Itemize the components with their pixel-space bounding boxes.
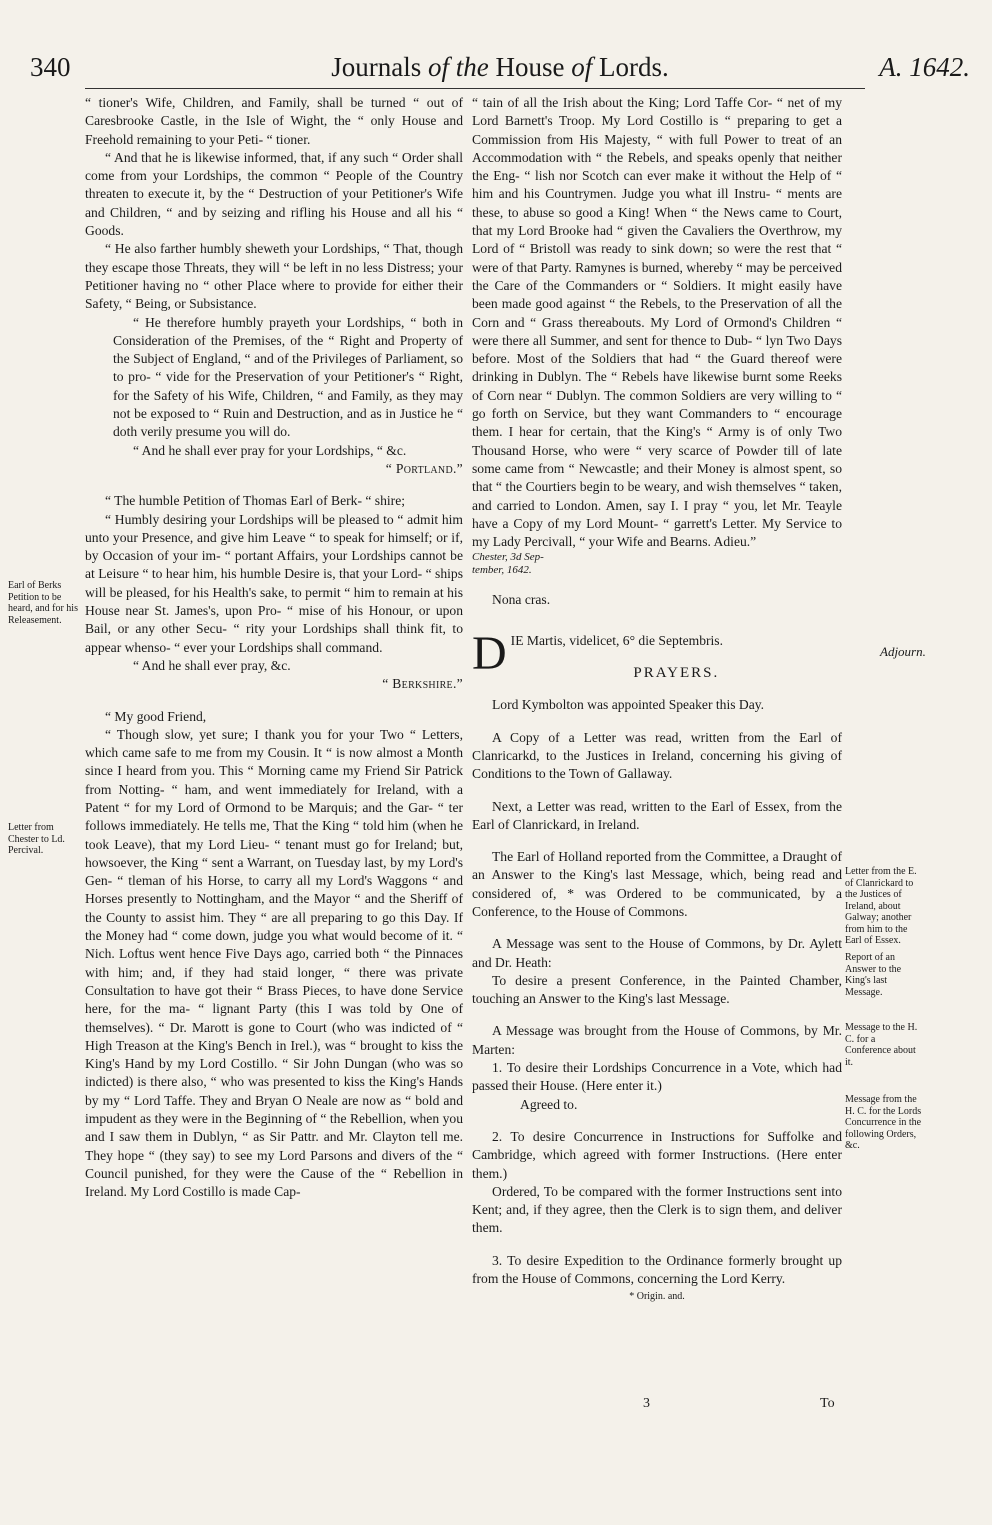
spacer [472,1008,842,1022]
margin-note-message-from: Message from the H. C. for the Lords Concurrence in the following Orders, &c. [845,1094,922,1151]
right-column [472,94,842,1307]
page-number: 340 [30,52,71,82]
letter-continuation: “ tain of all the Irish about the King; Lord Taffe Cor- “ net of my Lord Barnett's Troop. My Lord Costillo is “ preparing to get a Commission from His Majesty, “ with full Power to treat of an Accommodation with “ the Rebels, and speaks openly that neither the Eng- “ lish nor Scotch can ever make it without the Help of “ him and his Countrymen. Judge you what ill Instru- “ ments are these, to abuse so good a King! When “ the News came to Court, that my Lord Brooke had “ given the Cavaliers the Overthrow, my Lord of “ Bristoll was ready to sink down; so were the rest that “ were of that Party. Ramynes is burned, whereby “ may be perceived the Care of the Commanders or “ Soldiers. It might easily have been made good against “ the Rebels, to the Preservation of all the Corn and “ Grass thereabouts. My Lord of Ormond's Children “ were there all Summer, and sent for thence to Dub- “ lyn Two Days before. Most of the Soldiers that had “ the Guard thereof were drinking in Dublyn. The “ Rebels have likewise burnt some Reeks of Corn near “ Dublyn. The common Soldiers are very willing to “ go forth on Service, but they want Commanders to “ encourage them. I hear for certain, that the King's “ Army is of only Two Thousand Horse, who were “ very scarce of Powder till of late some came from “ Newcastle; and their Money is almost spent, so that “ the Courtiers begin to be weary, and wish themselves “ taken, and carried to London. Amen, say I. I pray “ you, let Mr. Teayle have a Copy of my Lord Mount- “ garrett's Letter. My Service to my Lady Percivall, “ your Wife and Bearns. Adieu.” [472,95,842,550]
paragraph: “ And that he is likewise informed, that, if any such “ Order shall come from your Lordships, the common “ People of the Country threaten to execute it, by the “ Destruction of your Petitioner's Wife and Children, “ and by seizing and rifling his House and all his “ Goods. [85,149,463,239]
paragraph: The Earl of Holland reported from the Committee, a Draught of an Answer to the King's last Message, which, being read and considered of, * was Ordered to be communicated, by a Conference, to the House of Commons. [472,849,842,919]
page-header [30,52,970,92]
paragraph: “ tioner's Wife, Children, and Family, shall be turned “ out of Caresbrooke Castle, in the Isle of Wight, the “ only House and Freehold remaining to your Peti- “ tioner. [85,95,463,147]
paragraph: 3. To desire Expedition to the Ordinance formerly brought up from the House of Commons, concerning the Lord Kerry. [472,1252,842,1287]
margin-note-adjourn: Adjourn. [880,644,926,659]
paragraph: A Message was sent to the House of Commons, by Dr. Aylett and Dr. Heath: [472,936,842,970]
margin-note-berks: Earl of Berks Petition to be heard, and for his Releasement. [8,580,78,626]
letter-body: “ Though slow, yet sure; I thank you for your Two “ Letters, which came safe to me from my Cousin. It “ is now almost a Month since I heard from you. This “ Morning came my Friend Sir Patrick from Notting- “ ham, and went immediately for Ireland, with a Patent “ for my Lord of Ormond to be Marquis; and the Gar- “ ter follows immediately. He tells me, That the King “ told him (when he took Leave), that my Lord Lieu- “ tenant must go for Ireland; but, howsoever, the King “ sent a Warrant, on Tuesday last, by my Lord's Gen- “ tleman of his Horse, to carry all my Lord's Waggons “ and Horses presently to Nottingham, and the Mayor “ and the Sheriff of the County to assist him. They “ are all preparing to go this Day. If the Money had “ come down, judge you what would become of it. “ Nich. Loftus went hence Five Days ago, carried both “ the Pinnaces with him; and, if they had staid longer, “ there was private Consultation to have got their “ Brass Pieces, to have done Service here, for the ma- “ lignant Party (this I was told by One of themselves). “ Dr. Marott is gone to Court (who was indicted of “ High Treason at the King's Bench in Irel.), was “ brought to kiss the King's Hand by my Lord Costillo. “ Sir John Dungan (who was so indicted) is there also, “ who was presented to kiss the King's Hands by my “ Lord Taffe. They and Bryan O Neale are now as “ bold and impudent as they were in the Beginning of “ the Rebellion, when you and I saw them in Dublyn, “ as Sir Pattr. and Mr. Clayton tell me. They hope “ (they say) to see my Lord Parsons and divers of the “ Council punished, for they were the Cause of the “ Rebellion in Ireland. My Lord Costillo is made Cap- [85,726,463,1200]
paragraph: Lord Kymbolton was appointed Speaker this Day. [492,697,765,713]
title-part: of [571,52,593,82]
left-column [85,94,463,1202]
margin-note-message-hc: Message to the H. C. for a Conference about it. [845,1022,918,1068]
title-part: Journals [331,52,422,82]
running-title [30,52,970,83]
paragraph: Ordered, To be compared with the former Instructions sent into Kent; and, if they agree, then the Clerk is to sign them, and deliver them. [472,1183,842,1236]
paragraph: “ He therefore humbly prayeth your Lordships, “ both in Consideration of the Premises, of the “ Right and Property of the Subject of England, “ and of the Privileges of Parliament, so to pro- “ vide for the Preservation of your Petitioner's “ Right, for the Safety of his Wife, Children, “ and Family, as they may not be exposed to “ Ruin and Destruction, and as in Justice he “ doth verily presume you will do. [113,314,463,440]
spacer [472,577,842,591]
letter-date: Chester, 3d Sep- tember, 1642. [472,551,544,577]
paragraph: A Copy of a Letter was read, written from the Earl of Clanricarkd, to the Justices in Ireland, concerning his giving of Conditions to the Town of Gallaway. [472,729,842,782]
title-part: Lords. [592,52,669,82]
drop-cap: D [472,626,507,680]
spacer [85,478,463,492]
footnote: * Origin. and. [629,1291,685,1303]
spacer [472,610,842,632]
paragraph: “ Humbly desiring your Lordships will be pleased to “ admit him unto your Presence, and give him Leave “ to speak for himself; or if, by Occasion of your im- “ portant Affairs, your Lordships cannot be at Leisure “ to hear him, his humble Desire is, that your Lord- “ ships will be pleased, for his Health's sake, to permit “ him to remain at his House near St. James's, upon Pro- “ mise of his Honour, or upon Bail, or any other Secu- “ rity your Lordships shall think fit, to appear whenso- “ ever your Lordships shall command. [85,511,463,655]
spacer [472,784,842,798]
spacer [472,1114,842,1128]
paragraph: 2. To desire Concurrence in Instructions for Suffolke and Cambridge, which agreed with former Instructions. (Here enter them.) [472,1128,842,1181]
margin-note-clanrickard: Letter from the E. of Clanrickard to the Justices of Ireland, about Galway; another from him to the Earl of Essex. [845,866,917,946]
spacer [85,694,463,708]
paragraph: Next, a Letter was read, written to the Earl of Essex, from the Earl of Clanrickard, in Ireland. [472,798,842,832]
spacer [472,650,842,664]
page-year: A. 1642. [879,52,970,82]
catchword: To [820,1396,835,1411]
title-part: House [488,52,572,82]
paragraph: “ He also farther humbly sheweth your Lordships, “ That, though they escape those Threats, they will “ be left in no less Distress; your Petitioner having no “ other Place where to provide for either their Safety, “ Being, or Subsistance. [85,241,463,312]
margin-note-chester: Letter from Chester to Ld. Percival. [8,822,65,856]
title-part: the [455,52,489,82]
margin-note-report: Report of an Answer to the King's last Message. [845,952,902,998]
adjournment-note: Nona cras. [492,592,551,608]
spacer [472,921,842,935]
header-rule [85,88,865,89]
day-heading-text: IE Martis, videlicet, 6° die Septembris. [510,632,723,648]
spacer [472,834,842,848]
paragraph: “ The humble Petition of Thomas Earl of Berk- “ shire; [105,493,405,509]
prayers-heading: PRAYERS. [633,665,720,682]
paragraph: To desire a present Conference, in the Painted Chamber, touching an Answer to the King's last Message. [472,972,842,1007]
signature-mark: 3 [643,1396,650,1411]
signature-portland: “ Portland.” [385,460,463,476]
paragraph: A Message was brought from the House of Commons, by Mr. Marten: [472,1023,842,1057]
paragraph: “ And he shall ever pray, &c. [133,657,291,673]
salutation: “ My good Friend, [105,708,207,724]
spacer [472,1238,842,1252]
paragraph: 1. To desire their Lordships Concurrence in a Vote, which had passed their House. (Here enter it.) [472,1060,842,1094]
spacer [472,682,842,696]
spacer [472,715,842,729]
paragraph: Agreed to. [520,1096,578,1112]
title-part: of [421,52,456,82]
paragraph: “ And he shall ever pray for your Lordships, “ &c. [133,442,407,458]
signature-berkshire: “ Berkshire.” [382,676,463,692]
